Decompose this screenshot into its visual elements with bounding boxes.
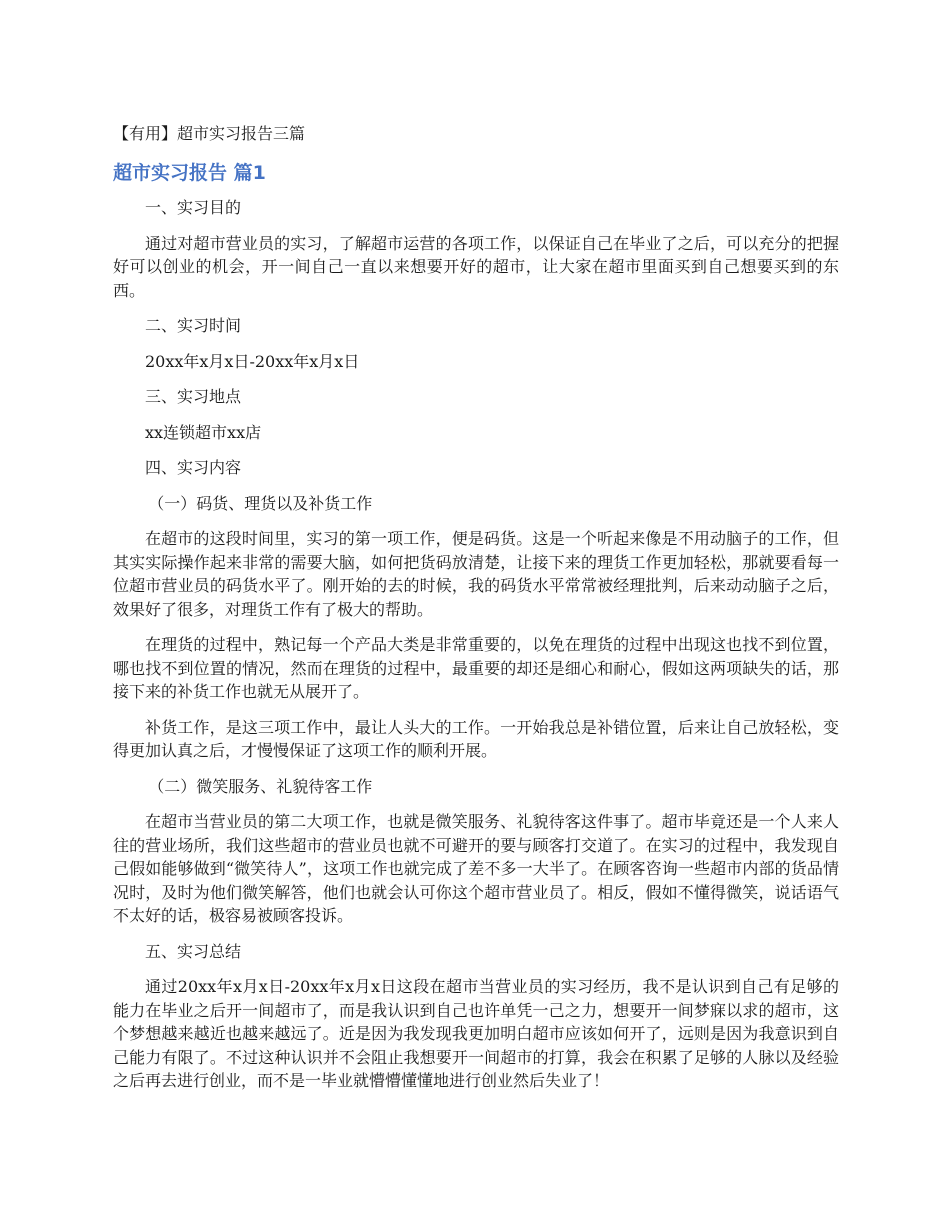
subheading-stocking: （一）码货、理货以及补货工作 xyxy=(148,493,373,513)
heading-time: 二、实习时间 xyxy=(145,316,242,335)
subheading-service: （二）微笑服务、礼貌待客工作 xyxy=(148,776,373,796)
paragraph-stocking-1: 在超市的这段时间里，实习的第一项工作，便是码货。这是一个听起来像是不用动脑子的工作，但其实实际操作起来非常的需要大脑，如何把货码放清楚，让接下来的理货工作更加轻松，那就要看每一位超市营业员的码货水平了。刚开始的去的时候，我的码货水平常常被经理批判，后来动动脑子之后，效果好了很多，对理货工作有了极大的帮助。 xyxy=(113,529,839,619)
paragraph-time: 20xx年x月x日-20xx年x月x日 xyxy=(145,351,360,371)
heading-location: 三、实习地点 xyxy=(145,387,242,406)
document-page xyxy=(113,122,839,1105)
section-heading: 超市实习报告 篇1 xyxy=(113,162,266,184)
paragraph-stocking-2: 在理货的过程中，熟记每一个产品大类是非常重要的，以免在理货的过程中出现这也找不到位置，哪也找不到位置的情况，然而在理货的过程中，最重要的却还是细心和耐心，假如这两项缺失的话，那接下来的补货工作也就无从展开了。 xyxy=(113,635,839,701)
heading-purpose: 一、实习目的 xyxy=(145,198,242,217)
paragraph-purpose: 通过对超市营业员的实习，了解超市运营的各项工作，以保证自己在毕业了之后，可以充分的把握好可以创业的机会，开一间自己一直以来想要开好的超市，让大家在超市里面买到自己想要买到的东西。 xyxy=(113,233,839,300)
heading-content: 四、实习内容 xyxy=(145,458,242,477)
paragraph-summary: 通过20xx年x月x日-20xx年x月x日这段在超市当营业员的实习经历，我不是认识到自己有足够的能力在毕业之后开一间超市了，而是我认识到自己也许单凭一己之力，想要开一间梦寐以求的超市，这个梦想越来越近也越来越远了。近是因为我发现我更加明白超市应该如何开了，远则是因为我意识到自己能力有限了。不过这种认识并不会阻止我想要开一间超市的打算，我会在积累了足够的人脉以及经验之后再去进行创业，而不是一毕业就懵懵懂懂地进行创业然后失业了！ xyxy=(113,977,839,1090)
heading-summary: 五、实习总结 xyxy=(145,941,242,961)
document-title: 【有用】超市实习报告三篇 xyxy=(113,124,306,143)
paragraph-stocking-3: 补货工作，是这三项工作中，最让人头大的工作。一开始我总是补错位置，后来让自己放轻松，变得更加认真之后，才慢慢保证了这项工作的顺利开展。 xyxy=(113,717,839,760)
document-body xyxy=(113,196,839,1093)
paragraph-service: 在超市当营业员的第二大项工作，也就是微笑服务、礼貌待客这件事了。超市毕竟还是一个人来人往的营业场所，我们这些超市的营业员也就不可避开的要与顾客打交道了。在实习的过程中，我发现自己假如能够做到“微笑待人”，这项工作也就完成了差不多一大半了。在顾客咨询一些超市内部的货品情况时，及时为他们微笑解答，他们也就会认可你这个超市营业员了。相反，假如不懂得微笑，说话语气不太好的话，极容易被顾客投诉。 xyxy=(113,812,839,925)
paragraph-location: xx连锁超市xx店 xyxy=(145,422,262,442)
